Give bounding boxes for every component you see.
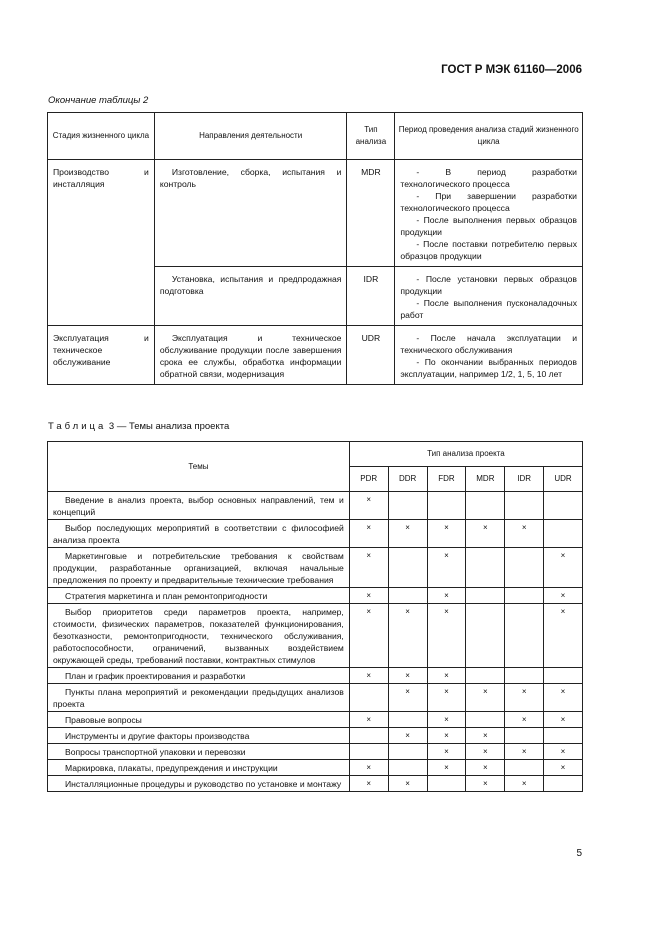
topic-cell: [48, 668, 350, 684]
mark-cell: ×: [505, 776, 544, 792]
table-row: [48, 760, 583, 776]
topic-text: План и график проектирования и разработки: [65, 671, 246, 681]
mark-cell: ×: [349, 760, 388, 776]
mark-cell: ×: [505, 520, 544, 548]
table-row: [48, 326, 583, 385]
mark-cell: [466, 588, 505, 604]
mark-cell: ×: [388, 604, 427, 668]
mark-cell: [466, 668, 505, 684]
period-item: - После установки первых образцов продукции: [400, 274, 577, 296]
table-row: [48, 744, 583, 760]
table-3-caption-label: Таблица: [48, 421, 107, 432]
period-item: - По окончании выбранных периодов эксплуатации, например 1/2, 1, 5, 10 лет: [400, 357, 577, 379]
topic-text: Стратегия маркетинга и план ремонтопригодности: [65, 591, 268, 601]
column-ddr: DDR: [388, 467, 427, 492]
mark-cell: ×: [388, 520, 427, 548]
mark-cell: ×: [505, 684, 544, 712]
mark-cell: ×: [466, 760, 505, 776]
topic-cell: [48, 548, 350, 588]
mark-cell: ×: [427, 744, 466, 760]
header-topics: Темы: [48, 442, 350, 492]
page-number: 5: [576, 848, 582, 859]
mark-cell: ×: [544, 588, 583, 604]
mark-cell: ×: [388, 668, 427, 684]
header-type: Тип анализа: [347, 113, 395, 160]
table-row: [48, 684, 583, 712]
topic-cell: [48, 492, 350, 520]
mark-cell: [544, 492, 583, 520]
header-direction: Направления деятельности: [154, 113, 347, 160]
column-udr: UDR: [544, 467, 583, 492]
mark-cell: [466, 492, 505, 520]
mark-cell: [349, 684, 388, 712]
mark-cell: [466, 604, 505, 668]
mark-cell: ×: [466, 684, 505, 712]
mark-cell: [505, 760, 544, 776]
mark-cell: ×: [466, 520, 505, 548]
table-3: [47, 441, 583, 792]
mark-cell: ×: [427, 520, 466, 548]
mark-cell: ×: [349, 604, 388, 668]
mark-cell: ×: [427, 684, 466, 712]
header-period: Период проведения анализа стадий жизненного цикла: [395, 113, 583, 160]
topic-cell: [48, 684, 350, 712]
mark-cell: [544, 776, 583, 792]
mark-cell: [544, 668, 583, 684]
mark-cell: [544, 520, 583, 548]
topic-cell: [48, 760, 350, 776]
topic-text: Пункты плана мероприятий и рекомендации предыдущих анализов проекта: [53, 687, 344, 709]
review-type-cell: IDR: [347, 267, 395, 326]
table-row: [48, 712, 583, 728]
mark-cell: [505, 728, 544, 744]
topic-text: Маркировка, плакаты, предупреждения и инструкции: [65, 763, 278, 773]
period-item: - При завершении разработки технологического процесса: [400, 191, 577, 213]
mark-cell: ×: [505, 712, 544, 728]
table-3-caption-title: 3 — Темы анализа проекта: [108, 421, 230, 432]
mark-cell: [388, 492, 427, 520]
topic-text: Правовые вопросы: [65, 715, 142, 725]
topic-text: Инсталляционные процедуры и руководство по установке и монтажу: [65, 779, 342, 789]
topic-cell: [48, 776, 350, 792]
header-stage: Стадия жизненного цикла: [48, 113, 155, 160]
mark-cell: [349, 728, 388, 744]
mark-cell: [505, 604, 544, 668]
mark-cell: ×: [544, 684, 583, 712]
mark-cell: ×: [349, 520, 388, 548]
topic-cell: [48, 712, 350, 728]
topic-text: Инструменты и другие факторы производства: [65, 731, 250, 741]
topic-cell: [48, 728, 350, 744]
table-row: [48, 604, 583, 668]
column-idr: IDR: [505, 467, 544, 492]
table-row: [48, 548, 583, 588]
mark-cell: [349, 744, 388, 760]
table-row: [48, 492, 583, 520]
table-row: [48, 668, 583, 684]
mark-cell: ×: [427, 604, 466, 668]
table-3-header-row: [48, 442, 583, 467]
period-cell: [395, 160, 583, 267]
period-item: - После поставки потребителю первых образцов продукции: [400, 239, 577, 261]
table-row: [48, 728, 583, 744]
topic-text: Вопросы транспортной упаковки и перевозки: [65, 747, 246, 757]
direction-cell: Установка, испытания и предпродажная подготовка: [154, 267, 347, 326]
topic-text: Маркетинговые и потребительские требования к свойствам продукции, разработанные организацией, включая начальные предложения по проекту и предварительные технические требования: [53, 551, 344, 585]
mark-cell: [505, 668, 544, 684]
mark-cell: ×: [427, 712, 466, 728]
header-review-types: Тип анализа проекта: [349, 442, 582, 467]
mark-cell: ×: [544, 712, 583, 728]
mark-cell: ×: [466, 728, 505, 744]
mark-cell: [427, 776, 466, 792]
topic-text: Выбор последующих мероприятий в соответствии с философией анализа проекта: [53, 523, 344, 545]
table-row: [48, 160, 583, 267]
mark-cell: [427, 492, 466, 520]
mark-cell: [466, 712, 505, 728]
period-item: - После выполнения пусконаладочных работ: [400, 298, 577, 320]
mark-cell: ×: [544, 760, 583, 776]
period-item: - После выполнения первых образцов продукции: [400, 215, 577, 237]
table-3-caption: [48, 421, 229, 432]
table-2: [47, 112, 583, 385]
topic-text: Введение в анализ проекта, выбор основных направлений, тем и концепций: [53, 495, 344, 517]
period-cell: [395, 267, 583, 326]
column-fdr: FDR: [427, 467, 466, 492]
mark-cell: ×: [427, 668, 466, 684]
mark-cell: ×: [349, 588, 388, 604]
period-item: - В период разработки технологического процесса: [400, 167, 577, 189]
table-row: [48, 520, 583, 548]
table-row: [48, 588, 583, 604]
mark-cell: [388, 588, 427, 604]
mark-cell: ×: [349, 492, 388, 520]
mark-cell: ×: [349, 776, 388, 792]
stage-cell: Производство и инсталляция: [48, 160, 155, 326]
mark-cell: [466, 548, 505, 588]
mark-cell: ×: [349, 548, 388, 588]
table-2-header-row: [48, 113, 583, 160]
direction-cell: Изготовление, сборка, испытания и контроль: [154, 160, 347, 267]
table-2-caption: Окончание таблицы 2: [48, 95, 149, 106]
document-id: ГОСТ Р МЭК 61160—2006: [441, 64, 582, 76]
mark-cell: ×: [544, 604, 583, 668]
mark-cell: ×: [427, 760, 466, 776]
stage-cell: Эксплуатация и техническое обслуживание: [48, 326, 155, 385]
mark-cell: ×: [544, 548, 583, 588]
period-cell: [395, 326, 583, 385]
review-type-cell: MDR: [347, 160, 395, 267]
topic-cell: [48, 520, 350, 548]
mark-cell: [388, 548, 427, 588]
mark-cell: [388, 744, 427, 760]
mark-cell: ×: [349, 712, 388, 728]
topic-text: Выбор приоритетов среди параметров проекта, например, стоимости, физических параметров, показателей функционирования, безотказности, ремонтопригодности, технического обслуживания, работоспособности, ограничений, вызванных воздействием окружающей среды, требований поставки, контрактных стимулов: [53, 607, 344, 665]
review-type-cell: UDR: [347, 326, 395, 385]
table-row: [48, 776, 583, 792]
mark-cell: ×: [388, 728, 427, 744]
mark-cell: ×: [544, 744, 583, 760]
mark-cell: ×: [427, 728, 466, 744]
mark-cell: [388, 712, 427, 728]
mark-cell: ×: [505, 744, 544, 760]
mark-cell: ×: [427, 588, 466, 604]
mark-cell: [544, 728, 583, 744]
mark-cell: ×: [388, 776, 427, 792]
mark-cell: [505, 548, 544, 588]
topic-cell: [48, 604, 350, 668]
column-mdr: MDR: [466, 467, 505, 492]
column-pdr: PDR: [349, 467, 388, 492]
table-2-body: [48, 160, 583, 385]
mark-cell: [505, 588, 544, 604]
mark-cell: ×: [466, 744, 505, 760]
mark-cell: [388, 760, 427, 776]
period-item: - После начала эксплуатации и технического обслуживания: [400, 333, 577, 355]
mark-cell: ×: [466, 776, 505, 792]
direction-cell: Эксплуатация и техническое обслуживание продукции после завершения срока ее службы, обработка информации обратной связи, модернизация: [154, 326, 347, 385]
topic-cell: [48, 588, 350, 604]
table-3-body: [48, 492, 583, 792]
mark-cell: ×: [349, 668, 388, 684]
mark-cell: ×: [388, 684, 427, 712]
topic-cell: [48, 744, 350, 760]
mark-cell: [505, 492, 544, 520]
mark-cell: ×: [427, 548, 466, 588]
